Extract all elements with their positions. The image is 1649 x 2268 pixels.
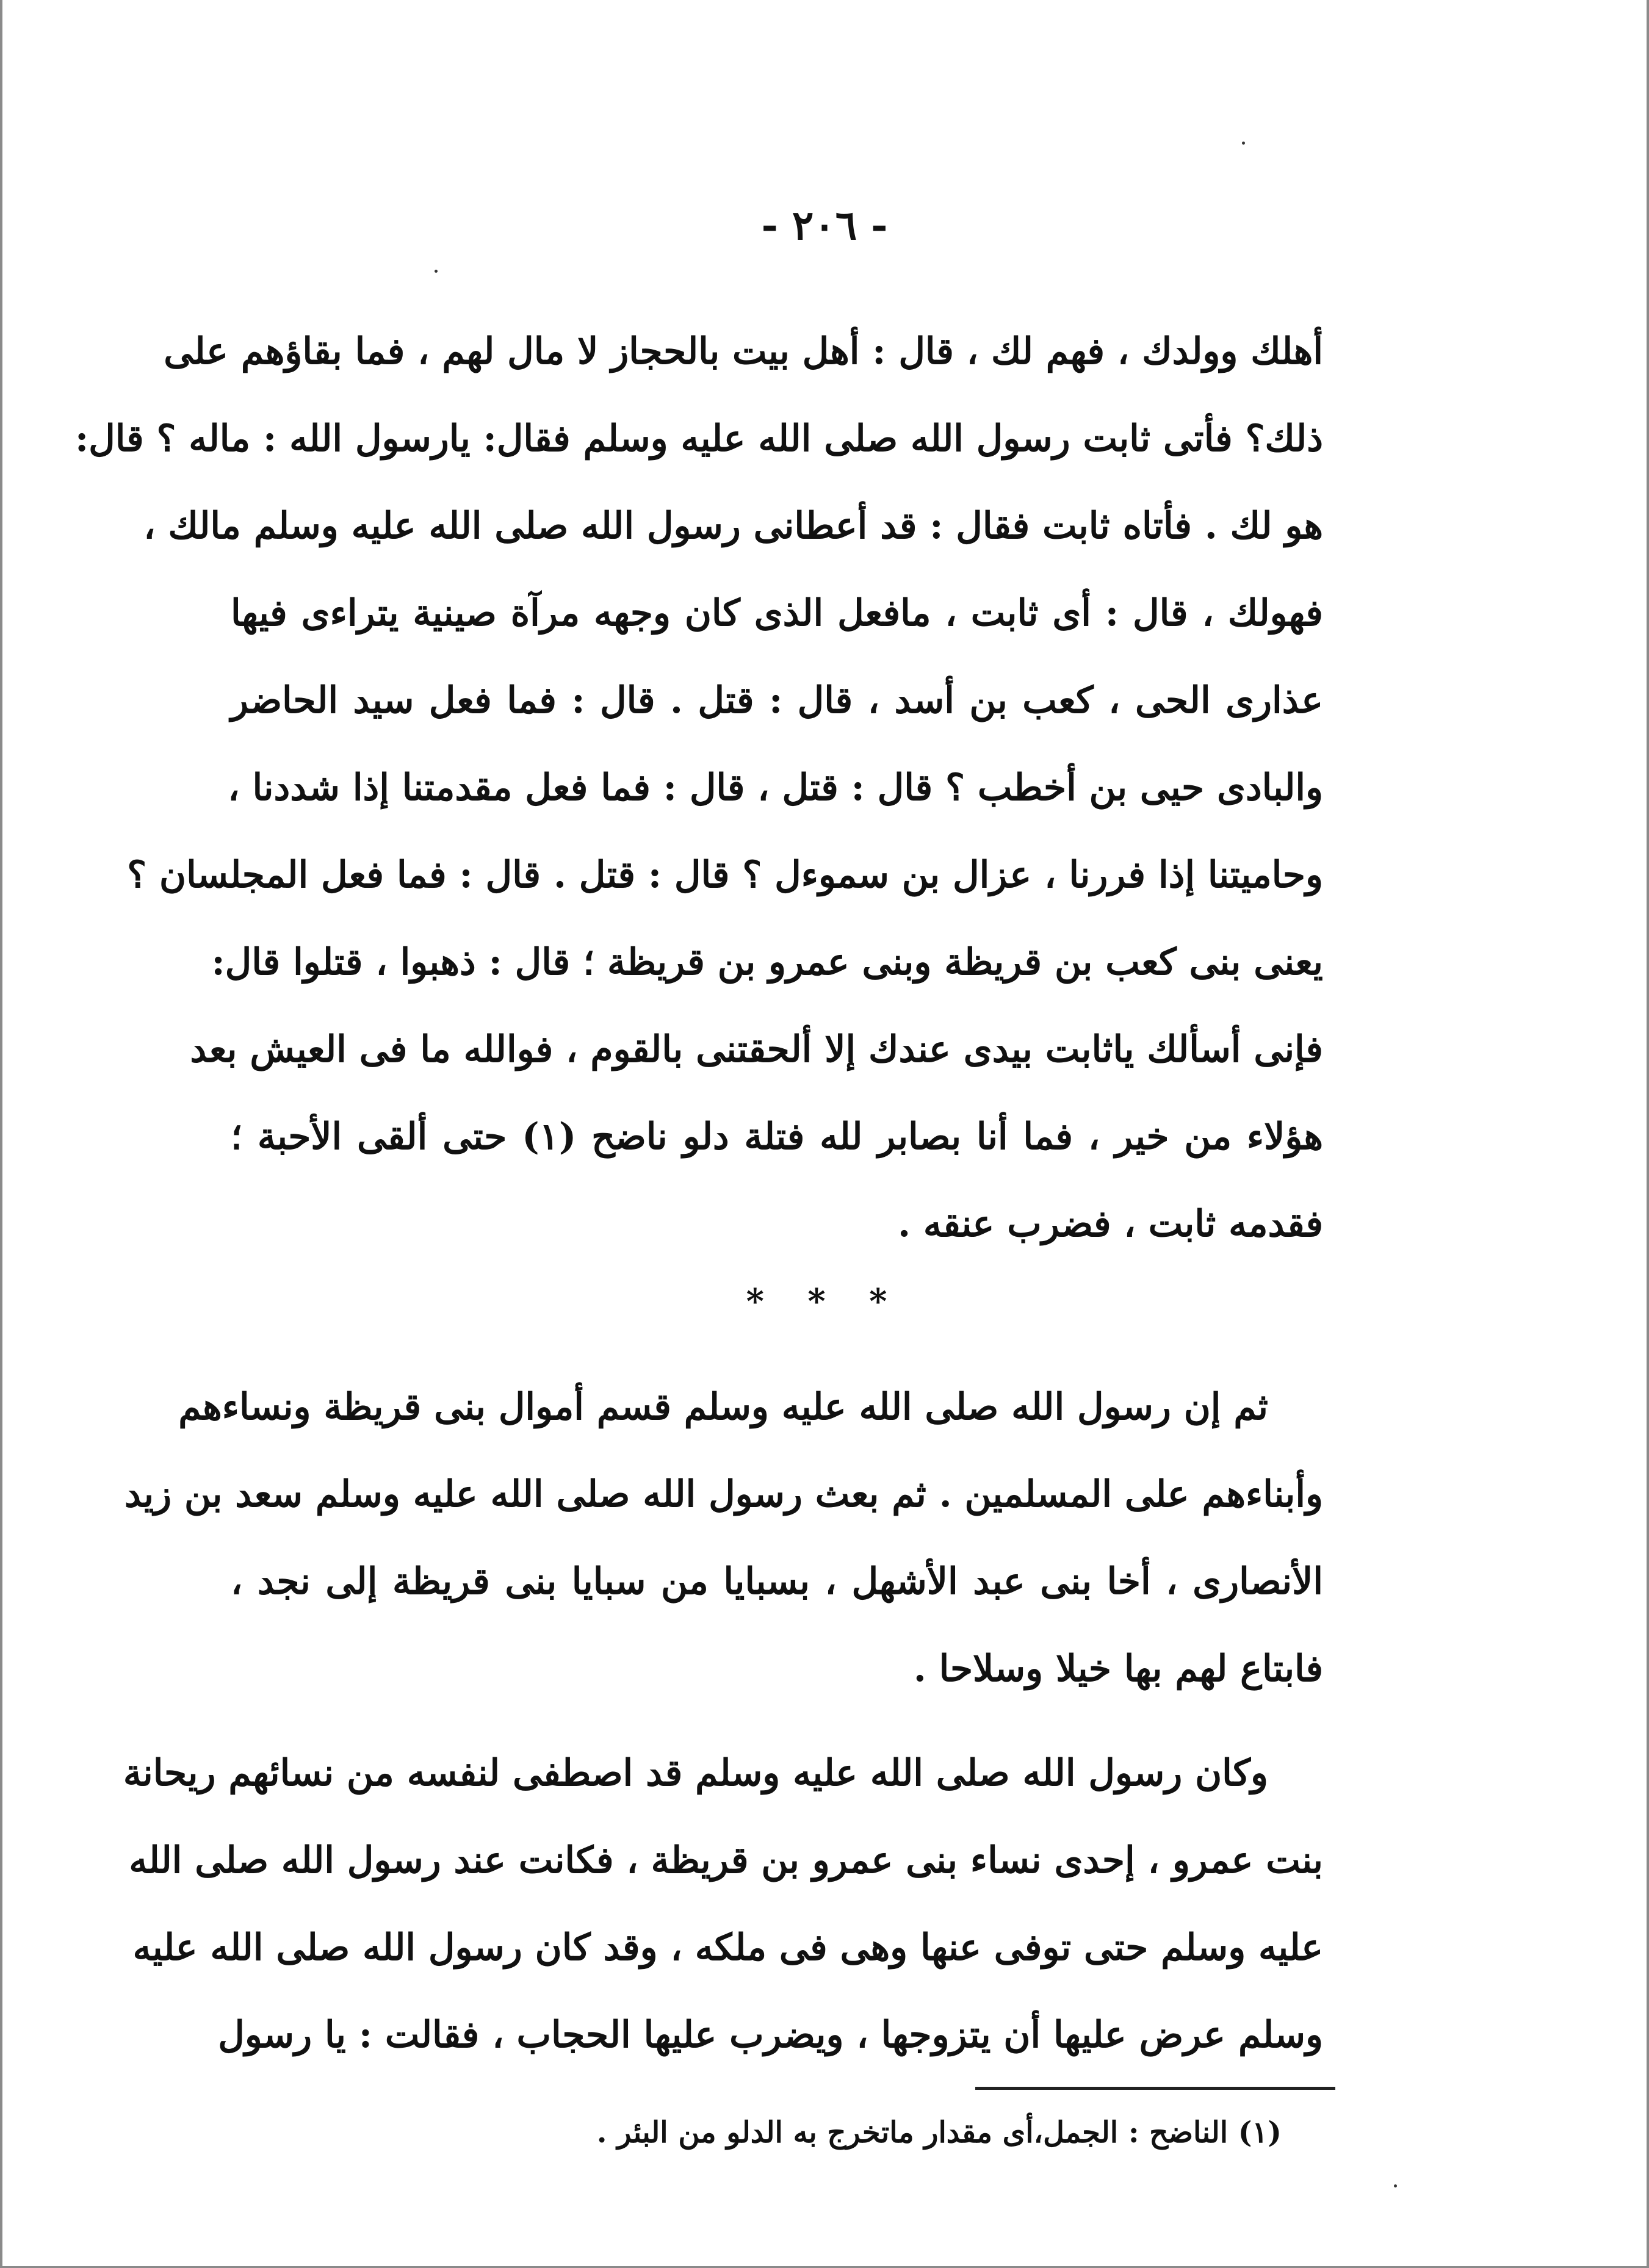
text-line: الأنصارى ، أخا بنى عبد الأشهل ، بسبايا من سبايا بنى قريظة إلى نجد ، (231, 1560, 1323, 1603)
paragraph-2 (124, 1364, 1323, 1713)
text-line: وسلم عرض عليها أن يتزوجها ، ويضرب عليها الحجاب ، فقالت : يا رسول (218, 2014, 1323, 2056)
paragraph-1 (74, 308, 1323, 1268)
footnote: (١) الناضح : الجمل،أى مقدار ماتخرج به الدلو من البئر . (596, 2115, 1282, 2150)
text-line: والبادى حيى بن أخطب ؟ قال : قتل ، قال : فما فعل مقدمتنا إذا شددنا ، (228, 766, 1323, 809)
frame-right-edge (1647, 0, 1649, 2268)
scan-speck (1242, 142, 1245, 145)
text-line: وأبناءهم على المسلمين . ثم بعث رسول الله صلى الله عليه وسلم سعد بن زيد (124, 1473, 1323, 1516)
text-line: فابتاع لهم بها خيلا وسلاحا . (913, 1647, 1323, 1690)
text-line: ثم إن رسول الله صلى الله عليه وسلم قسم أموال بنى قريظة ونساءهم (178, 1386, 1268, 1428)
text-line: فقدمه ثابت ، فضرب عنقه . (898, 1203, 1323, 1245)
text-line: أهلك وولدك ، فهم لك ، قال : أهل بيت بالحجاز لا مال لهم ، فما بقاؤهم على (164, 330, 1323, 373)
section-separator: * * * (746, 1281, 903, 1322)
text-line: عذارى الحى ، كعب بن أسد ، قال : قتل . قال : فما فعل سيد الحاضر (231, 679, 1323, 722)
frame-left-edge (0, 0, 2, 2268)
text-line: ذلك؟ فأتى ثابت رسول الله صلى الله عليه وسلم فقال: يارسول الله : ماله ؟ قال: (74, 417, 1323, 460)
text-line: يعنى بنى كعب بن قريظة وبنى عمرو بن قريظة ؛ قال : ذهبوا ، قتلوا قال: (211, 941, 1323, 984)
scan-speck (1394, 2184, 1397, 2187)
text-line: بنت عمرو ، إحدى نساء بنى عمرو بن قريظة ، فكانت عند رسول الله صلى الله (129, 1839, 1323, 1882)
text-line: وحاميتنا إذا فررنا ، عزال بن سموءل ؟ قال : قتل . قال : فما فعل المجلسان ؟ (127, 854, 1323, 896)
scan-speck (435, 270, 438, 273)
text-line: هؤلاء من خير ، فما أنا بصابر لله فتلة دلو ناضح (١) حتى ألقى الأحبة ؛ (231, 1115, 1323, 1158)
text-line: عليه وسلم حتى توفى عنها وهى فى ملكه ، وقد كان رسول الله صلى الله عليه (132, 1926, 1323, 1969)
footnote-divider (975, 2087, 1335, 2090)
text-line: فإنى أسألك ياثابت بيدى عندك إلا ألحقتنى بالقوم ، فوالله ما فى العيش بعد (190, 1028, 1323, 1071)
text-line: وكان رسول الله صلى الله عليه وسلم قد اصطفى لنفسه من نسائهم ريحانة (123, 1752, 1268, 1795)
text-line: هو لك . فأتاه ثابت فقال : قد أعطانى رسول الله صلى الله عليه وسلم مالك ، (143, 505, 1323, 547)
text-line: فهولك ، قال : أى ثابت ، مافعل الذى كان وجهه مرآة صينية يتراءى فيها (231, 592, 1323, 635)
paragraph-3 (123, 1730, 1323, 2079)
page-number: - ٢٠٦ - (761, 201, 888, 249)
